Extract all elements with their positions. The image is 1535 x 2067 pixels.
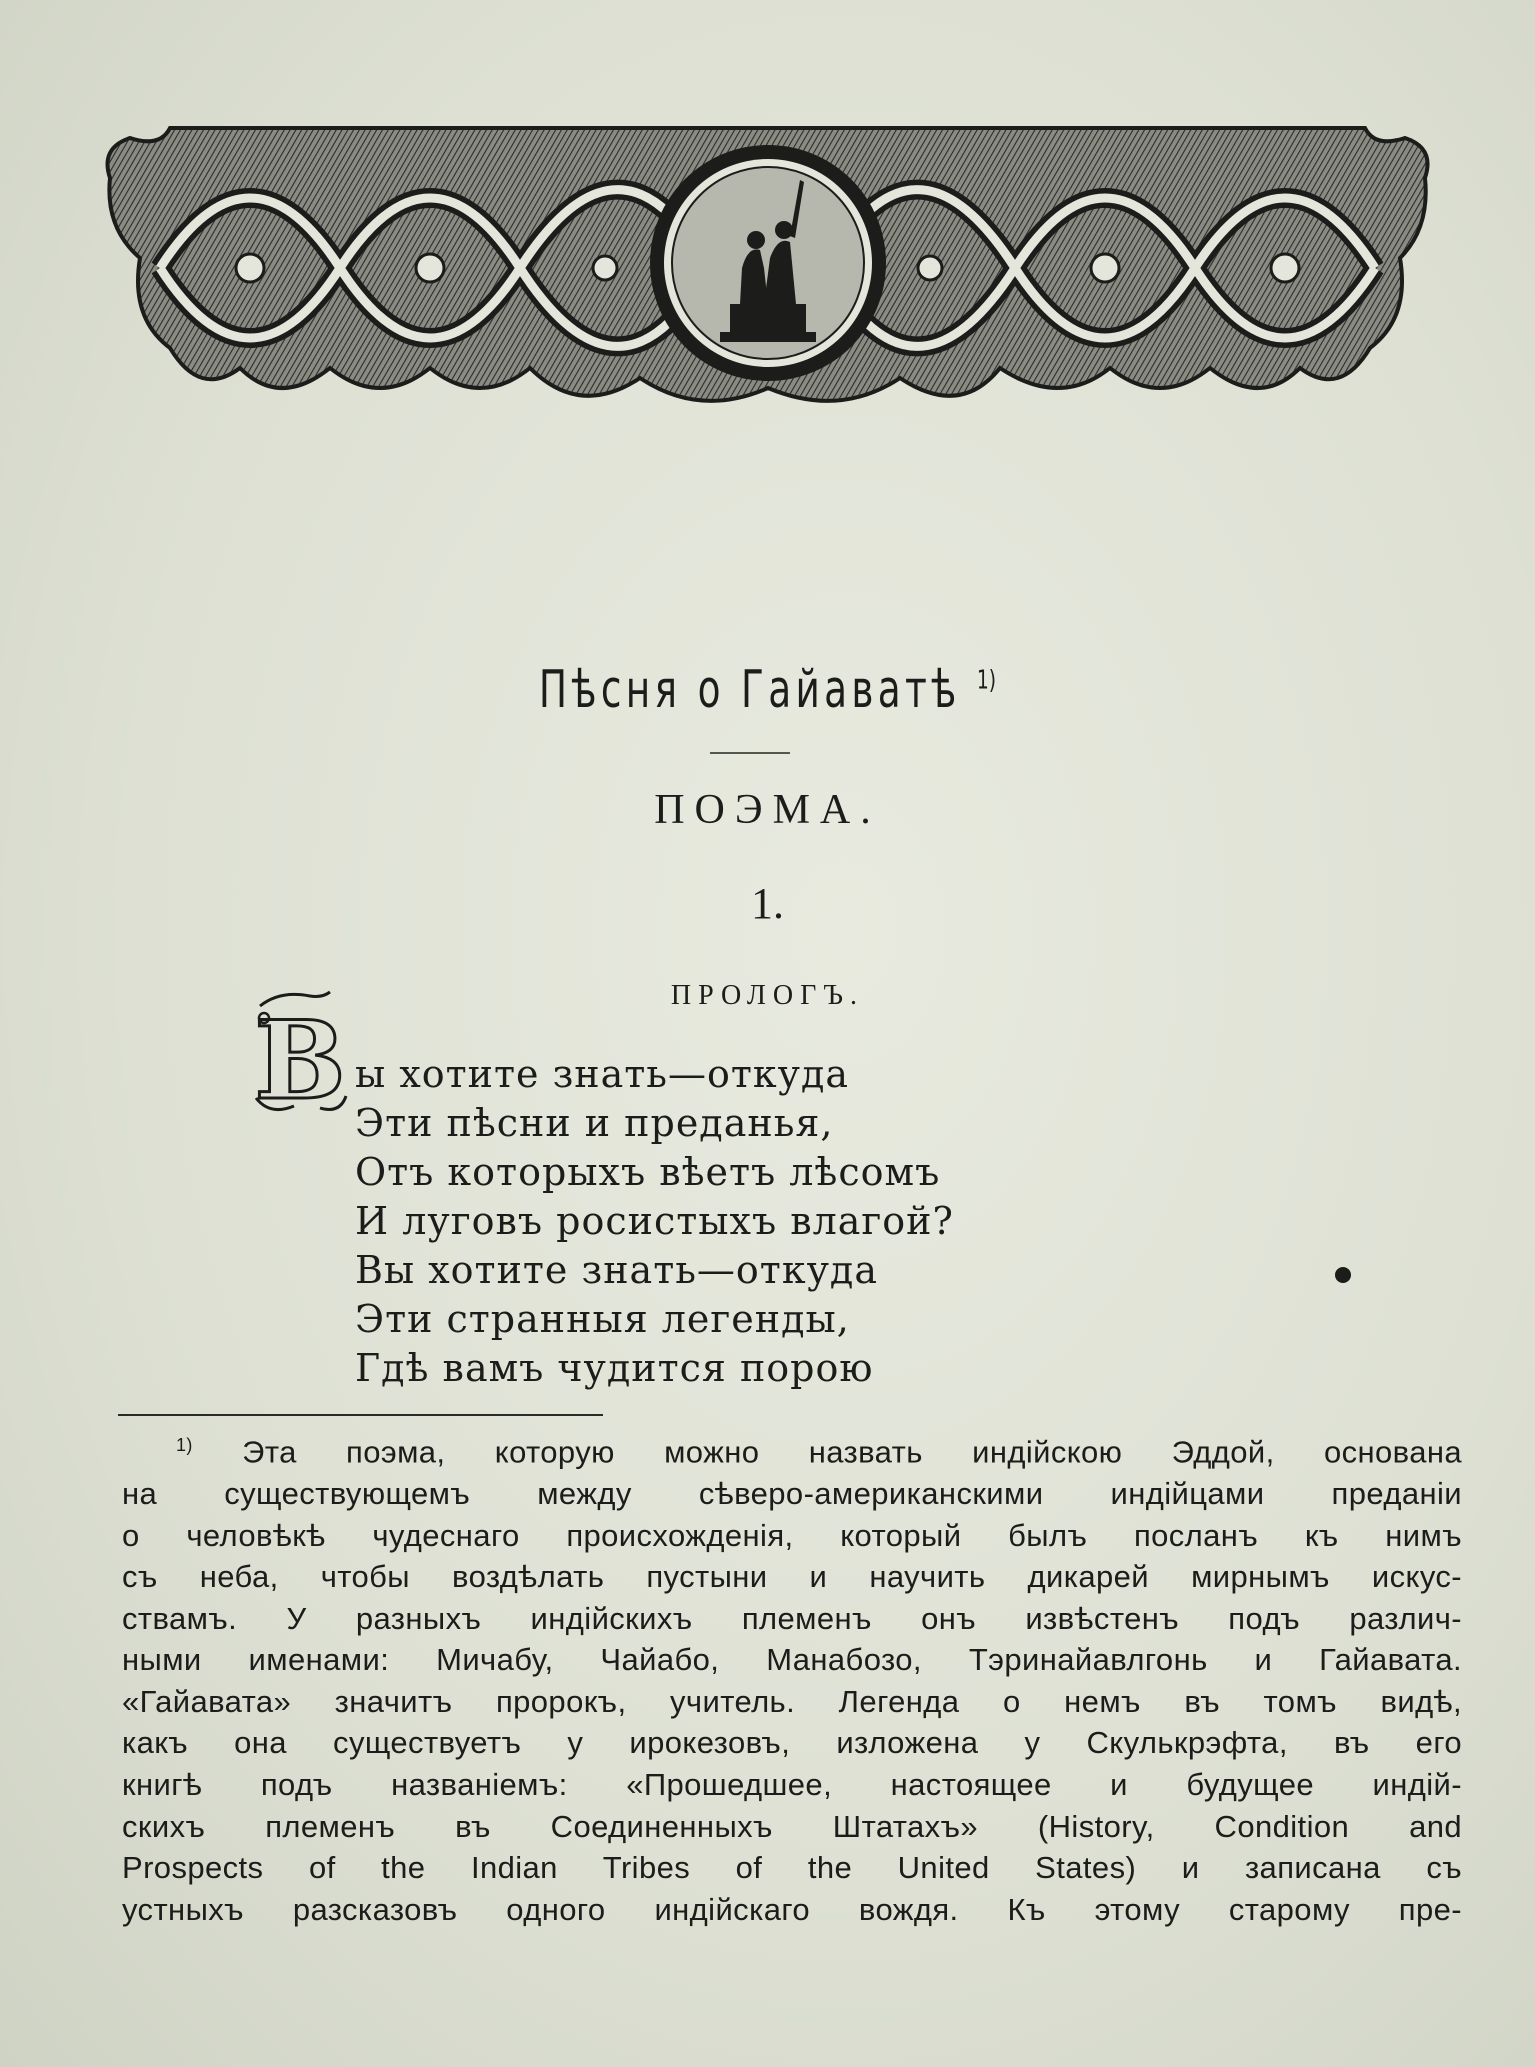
verse-line: Эти пѣсни и преданья, bbox=[355, 1101, 834, 1145]
footnote-line: ствамъ. У разныхъ индійскихъ племенъ онъ извѣстенъ подъ различ- bbox=[122, 1600, 1462, 1636]
ink-dot bbox=[1335, 1267, 1351, 1283]
footnote-line: «Гайавата» значитъ пророкъ, учитель. Легенда о немъ въ томъ видѣ, bbox=[122, 1683, 1462, 1719]
footnote-divider bbox=[118, 1414, 603, 1416]
footnote-line: книгѣ подъ названіемъ: «Прошедшее, настоящее и будущее индій- bbox=[122, 1767, 1462, 1803]
footnote-line: устныхъ разсказовъ одного индійскаго вождя. Къ этому старому пре- bbox=[122, 1891, 1462, 1927]
title-footnote-marker: 1) bbox=[976, 665, 997, 696]
svg-text:В: В bbox=[254, 998, 346, 1118]
footnote-line: на существующемъ между сѣверо-американскими индійцами преданіи bbox=[122, 1475, 1462, 1511]
drop-cap bbox=[250, 988, 350, 1118]
footnote-line: о человѣкѣ чудеснаго происхожденія, который былъ посланъ къ нимъ bbox=[122, 1517, 1462, 1553]
footnote bbox=[122, 1425, 1462, 1930]
footnote-line: Prospects of the Indian Tribes of the United States) и записана съ bbox=[122, 1850, 1462, 1886]
verse-line: Отъ которыхъ вѣетъ лѣсомъ bbox=[355, 1150, 941, 1194]
footnote-marker: 1) bbox=[176, 1435, 193, 1455]
footnote-line: какъ она существуетъ у ирокезовъ, изложена у Скулькрэфта, въ его bbox=[122, 1725, 1462, 1761]
verse-line: И луговъ росистыхъ влагой? bbox=[355, 1199, 954, 1243]
verse-line: Эти странныя легенды, bbox=[355, 1297, 850, 1341]
page-title: Пѣсня о Гайаватѣ $^{1)}$ bbox=[538, 660, 997, 720]
verse-line: Вы хотите знать—откуда bbox=[355, 1248, 878, 1292]
footnote-line: съ неба, чтобы воздѣлать пустыни и научить дикарей мирнымъ искус- bbox=[122, 1559, 1462, 1595]
subtitle: ПОЭМА. bbox=[654, 787, 881, 833]
footnote-line: $^{1)}$ Эта поэма, которую можно назвать индійскою Эддой, основана bbox=[176, 1434, 1462, 1470]
section-title: ПРОЛОГЪ. bbox=[670, 980, 865, 1011]
footnote-line: скихъ племенъ въ Соединенныхъ Штатахъ» (History, Condition and bbox=[122, 1808, 1462, 1844]
footnote-line: ными именами: Мичабу, Чайабо, Манабозо, Тэринайавлгонь и Гайавата. bbox=[122, 1642, 1462, 1678]
title-divider bbox=[710, 752, 790, 754]
poem-verse bbox=[355, 1050, 954, 1393]
part-number: 1. bbox=[751, 879, 784, 928]
verse-line: ы хотите знать—откуда bbox=[355, 1052, 850, 1096]
ornamental-headpiece bbox=[100, 118, 1435, 408]
verse-line: Гдѣ вамъ чудится порою bbox=[355, 1346, 874, 1390]
